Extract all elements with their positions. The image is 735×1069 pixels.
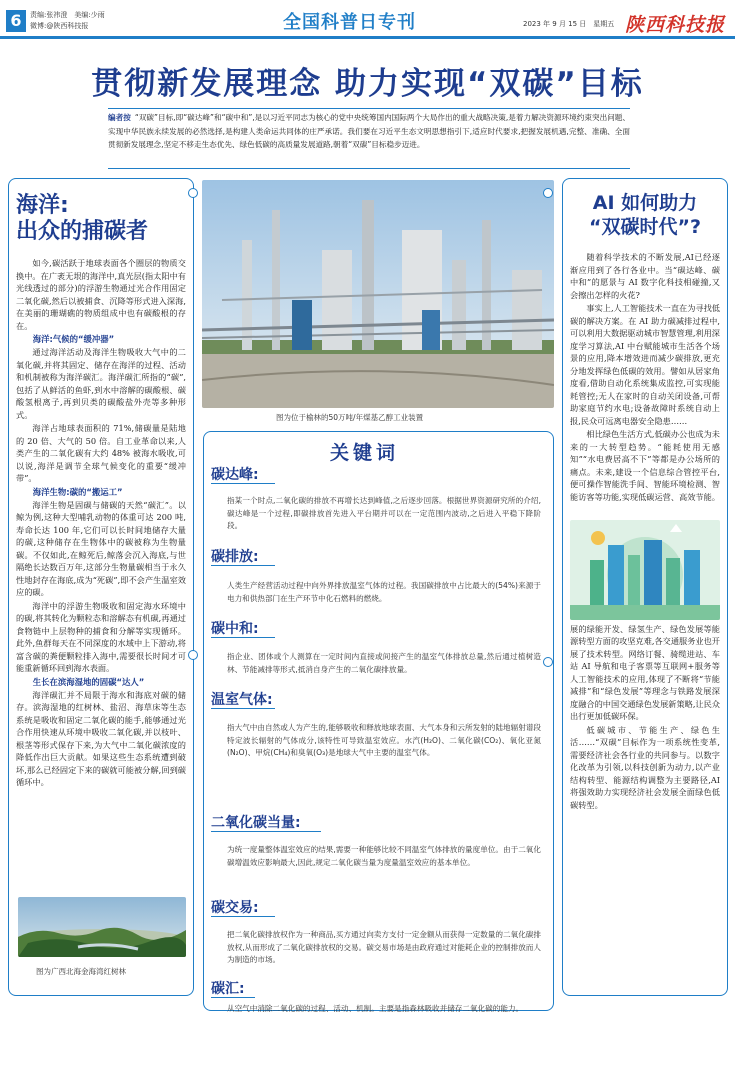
keywords-title: 关键词 [330, 442, 400, 464]
decor-circle [188, 650, 198, 660]
ocean-title-line2: 出众的捕碳者 [16, 219, 149, 244]
term-underline [211, 997, 255, 998]
ocean-article [8, 178, 194, 996]
term-underline [211, 708, 275, 709]
factory-photo [202, 180, 554, 408]
section-title: 全国科普日专刊 [283, 12, 416, 33]
term-carbon-peak: 碳达峰: [211, 467, 259, 483]
ocean-paragraph: 海洋中的浮游生物吸收和固定海水环境中的碳,将其转化为颗粒态和溶解态有机碳,再通过食物链中上层物种的捕食和分解等实现循环。此外,鱼群每天在不同深度的水域中上下游动,将富含碳的粪便颗粒排入海中,需要很长时间才可能重新循环回到海水表面。 [16, 600, 186, 673]
definition-carbon-neutral: 指企业、团体或个人测算在一定时间内直接或间接产生的温室气体排放总量,然后通过植树造林、节能减排等形式,抵消自身产生的二氧化碳排放量。 [227, 652, 541, 674]
proof-line: 微博:@陕西科技报 [30, 22, 89, 30]
editor-line: 责编:张祎澄 美编:少雨 [30, 11, 105, 19]
term-carbon-trading: 碳交易: [211, 900, 259, 916]
definition-carbon-peak: 指某一个时点,二氧化碳的排放不再增长达到峰值,之后逐步回落。根据世界资源研究所的介绍,碳达峰是一个过程,即碳排放首先进入平台期并可以在一定范围内波动,之后进入平稳下降阶段。 [227, 496, 541, 530]
term-underline [211, 565, 275, 566]
term-carbon-sink: 碳汇: [211, 981, 245, 997]
page-number: 6 [6, 10, 26, 32]
note-bottom-rule [108, 168, 630, 169]
ocean-subheading: 海洋:气候的“缓冲器” [32, 334, 115, 344]
term-carbon-neutral: 碳中和: [211, 621, 259, 637]
definition-co2-equivalent: 为统一度量整体温室效应的结果,需要一种能够比较不同温室气体排放的量度单位。由于二氧化碳增温效应影响最大,因此,规定二氧化碳当量为度量温室效应的基本单位。 [227, 845, 541, 867]
term-carbon-emission: 碳排放: [211, 549, 259, 565]
definition-carbon-sink: 从空气中消除二氧化碳的过程、活动、机制。主要是指森林吸收并储存二氧化碳的能力。 [227, 1004, 524, 1013]
term-underline [211, 637, 275, 638]
term-greenhouse-gas: 温室气体: [211, 692, 273, 708]
decor-circle [188, 188, 198, 198]
top-divider [0, 36, 735, 39]
editor-note-text: “双碳”目标,即“碳达峰”和“碳中和”,是以习近平同志为核心的党中央统筹国内国际两个大局作出的重大战略决策,是着力解决资源环境约束突出问题、实现中华民族永续发展的必然选择,是构建人类命运共同体的庄严承诺。我们要在习近平生态文明思想指引下,适应时代要求,把握发展机遇,完整、准确、全面贯彻新发展理念,坚定不移走生态优先、绿色低碳的高质量发展道路,朝着“双碳”目标稳步迈进。 [108, 113, 631, 149]
city-illustration [570, 520, 720, 620]
term-underline [211, 916, 275, 917]
definition-carbon-emission: 人类生产经营活动过程中向外界排放温室气体的过程。我国碳排放中占比最大的(54%)来源于电力和供热部门在生产环节中化石燃料的燃烧。 [227, 581, 541, 603]
factory-caption: 图为位于榆林的50万吨/年煤基乙醇工业装置 [276, 413, 424, 422]
editor-note-label: 编者按 [108, 113, 131, 122]
mangrove-caption: 图为广西北海金海湾红树林 [36, 967, 126, 976]
ai-title-line1: AI 如何助力 [592, 192, 698, 214]
ocean-paragraph: 海洋生物是固碳与储碳的天然“碳汇”。以鲸为例,这种大型哺乳动物的体重可达 200 吨,寿命长达 100 年,它们可以长时间地储存大量的碳,这种储存在生物体中的碳被称为生物量碳。不仅如此,在鲸死后,鲸落会沉入海底,与世隔绝长达数百万年,这部分生物量碳相当于永久性地封存在海底,成为“死碳”,即不会产生温室效应的碳。 [16, 499, 186, 597]
ai-paragraph: 低碳城市、节能生产、绿色生活……“双碳”目标作为一项系统性变革,需要经济社会各行业的共同参与。以数字化改革为引领,以科技创新为动力,以产业结构转型、能源结构调整为主要路径,AI 将强效助力实现经济社会发展全面绿色低碳转型。 [570, 724, 720, 810]
ai-paragraph: 相比绿色生活方式,低碳办公也成为未来的一大转型趋势。“能耗使用无感知”“水电费居高不下”等都是办公场所的痛点。未来,建设一个信息综合管控平台,便可操作智能洗手间、智能环境检测、智能访客等功能,实现低碳运营、高效节能。 [570, 429, 720, 502]
newspaper-logo: 陕西科技报 [625, 14, 726, 36]
ocean-subheading: 生长在滨海湿地的固碳“达人” [32, 676, 145, 687]
ai-paragraph: 随着科学技术的不断发展,AI已经逐渐应用到了各行各业中。当“碳达峰、碳中和”的愿景与 AI 数字化科技相碰撞,又会擦出怎样的火花? [570, 252, 720, 300]
ai-paragraph: 事实上,人工智能技术一直在为寻找低碳的解决方案。在 AI 助力碳减排过程中,可以利用大数据驱动城市智慧管理,利用深度学习算法,AI 中台赋能城市生活各个场景的应用,降本增效进而减少碳排放,更充分地发挥绿色低碳的效用。譬如从居家角度看,借助自动化系统集成监控,可实现能耗管控;无人在家时的自动关闭设备,可帮助家庭节约水电;设备故障时系统自动上报,民众可远离电器安全隐患…… [570, 303, 720, 426]
ocean-subheading: 海洋生物:碳的“搬运工” [32, 486, 123, 497]
page-headline: 贯彻新发展理念 助力实现“双碳”目标 [91, 66, 644, 102]
decor-circle [543, 188, 553, 198]
editor-credits [30, 10, 105, 32]
mangrove-photo [18, 897, 186, 957]
term-co2-equivalent: 二氧化碳当量: [211, 815, 301, 831]
ocean-paragraph: 如今,碳活跃于地球表面各个圈层的物质交换中。在广袤无垠的海洋中,真光层(指太阳中有光线透过的部分)的浮游生物通过光合作用固定二氧化碳,然后以被捕食、沉降等形式进入深海,在美丽的珊瑚礁的物质组成中也有碳酸根的存在。 [16, 258, 186, 331]
decor-circle [543, 657, 553, 667]
ai-title [570, 191, 720, 239]
ocean-paragraph: 通过海洋活动及海洋生物吸收大气中的二氧化碳,并将其固定、储存在海洋的过程、活动和机制被称为海洋碳汇。海洋碳汇所指的“碳”,包括了从鲜活的鱼虾,到水中溶解的碳酸根、碳酸氢根离子,再到贝类的碳酸盐外壳等多种形式。 [16, 347, 186, 420]
term-underline [211, 483, 275, 484]
ai-paragraph: 展的绿能开发、绿氢生产、绿色发展等能源转型方面的攻坚克难,各交通服务业也开展了技术转型。网络订餐、骑缆进站、车站 AI 导航和电子客票等互联网+服务等人工智能技术的应用,体现了不断将“节能减排”和“绿色发展”等理念与铁路发展深度融合的中国交通绿色发展新策略,让民众出行更加低碳环保。 [570, 623, 720, 721]
note-top-rule [108, 108, 630, 109]
publication-date: 2023 年 9 月 15 日 星期五 [523, 20, 615, 28]
ocean-paragraph: 海洋碳汇并不局限于海水和海底对碳的储存。滨海湿地的红树林、盐沼、海草床等生态系统是吸收和固定二氧化碳的能手,能够通过光合作用快速从环境中吸收二氧化碳,并以枝叶、根茎等形式保存下来,为大气中二氧化碳浓度的降低作出巨大贡献。如果这些生态系统遭到破坏,那么已经固定下来的碳就可能被分解,回到碳循环中。 [16, 689, 186, 787]
definition-carbon-trading: 把二氧化碳排放权作为一种商品,买方通过向卖方支付一定金额从而获得一定数量的二氧化碳排放权,从而形成了二氧化碳排放权的交易。碳交易市场是由政府通过对能耗企业的控制排放而人为制造的市场。 [227, 930, 541, 964]
masthead [0, 0, 735, 36]
definition-greenhouse-gas: 指大气中由自然或人为产生的,能够吸收和释放地球表面、大气本身和云所发射的陆地辐射谱段特定波长辐射的气体成分,该特性可导致温室效应。水汽(H₂O)、二氧化碳(CO₂)、氧化亚氮(N₂O)、甲烷(CH₄)和臭氧(O₃)是地球大气中主要的温室气体。 [227, 723, 541, 757]
ocean-title-line1: 海洋: [16, 193, 69, 218]
ai-title-line2: “双碳时代”? [589, 216, 701, 238]
term-underline [211, 831, 321, 832]
editor-note [108, 111, 630, 152]
ocean-title [16, 193, 186, 245]
ocean-paragraph: 海洋占地球表面积的 71%,储碳量是陆地的 20 倍、大气的 50 倍。自工业革命以来,人类产生的二氧化碳有大约 48% 被海水吸收,可以说,海洋是调节全球气候变化的重要“缓冲带”。 [16, 423, 186, 483]
